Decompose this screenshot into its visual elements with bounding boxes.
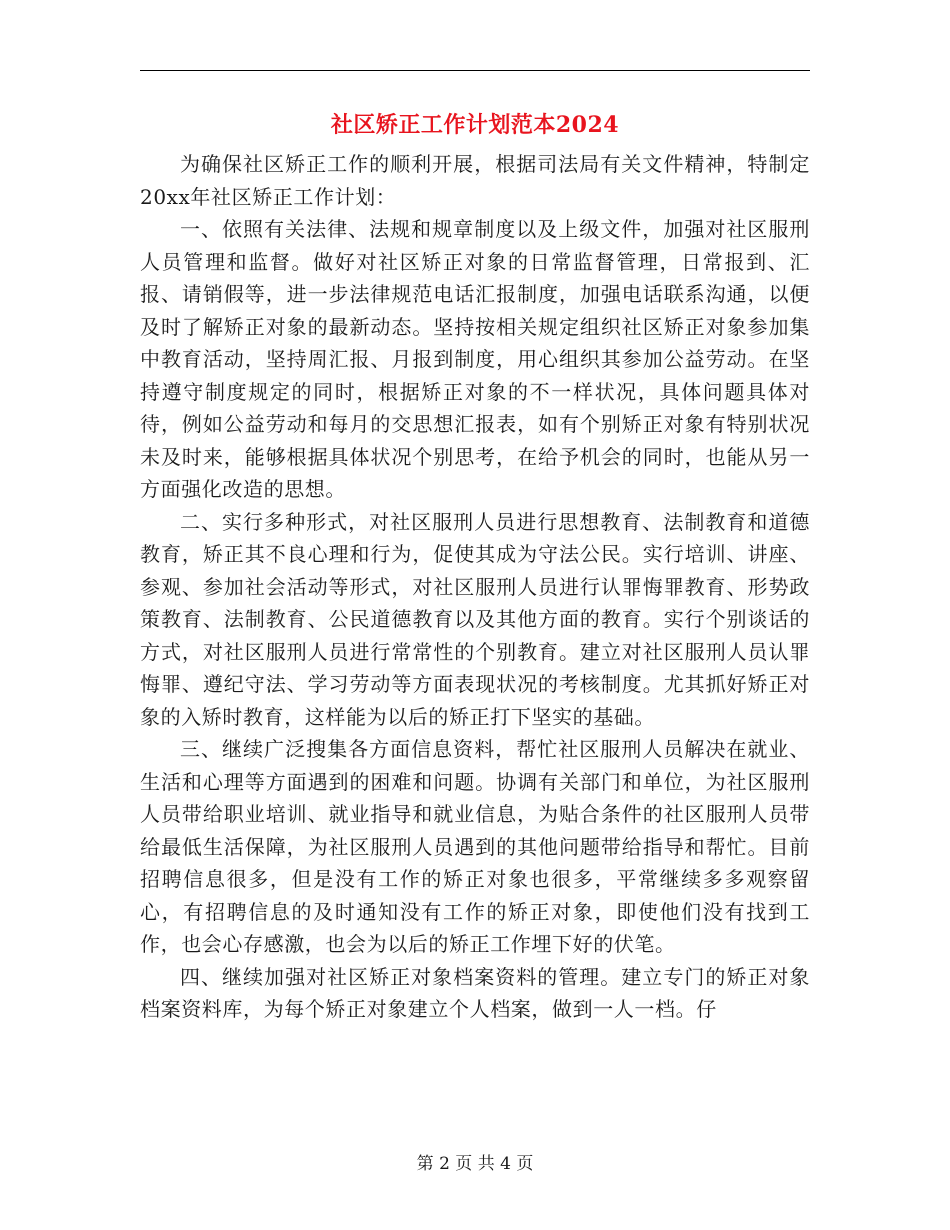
paragraph-intro: 为确保社区矫正工作的顺利开展，根据司法局有关文件精神，特制定20xx年社区矫正工作计划：: [140, 152, 810, 209]
document-body: [140, 148, 810, 1026]
paragraph-2: 二、实行多种形式，对社区服刑人员进行思想教育、法制教育和道德教育，矫正其不良心理和行为，促使其成为守法公民。实行培训、讲座、参观、参加社会活动等形式，对社区服刑人员进行认罪悔罪教育、形势政策教育、法制教育、公民道德教育以及其他方面的教育。实行个别谈话的方式，对社区服刑人员进行常常性的个别教育。建立对社区服刑人员认罪悔罪、遵纪守法、学习劳动等方面表现状况的考核制度。尤其抓好矫正对象的入矫时教育，这样能为以后的矫正打下坚实的基础。: [140, 509, 810, 729]
paragraph-1: 一、依照有关法律、法规和规章制度以及上级文件，加强对社区服刑人员管理和监督。做好对社区矫正对象的日常监督管理，日常报到、汇报、请销假等，进一步法律规范电话汇报制度，加强电话联系沟通，以便及时了解矫正对象的最新动态。坚持按相关规定组织社区矫正对象参加集中教育活动，坚持周汇报、月报到制度，用心组织其参加公益劳动。在坚持遵守制度规定的同时，根据矫正对象的不一样状况，具体问题具体对待，例如公益劳动和每月的交思想汇报表，如有个别矫正对象有特别状况未及时来，能够根据具体状况个别思考，在给予机会的同时，也能从另一方面强化改造的思想。: [140, 217, 810, 501]
header-rule: [140, 70, 810, 71]
paragraph-4: 四、继续加强对社区矫正对象档案资料的管理。建立专门的矫正对象档案资料库，为每个矫正对象建立个人档案，做到一人一档。仔: [140, 964, 810, 1021]
page-footer: 第 2 页 共 4 页: [416, 1154, 534, 1174]
document-title: 社区矫正工作计划范本2024: [330, 112, 620, 138]
paragraph-3: 三、继续广泛搜集各方面信息资料，帮忙社区服刑人员解决在就业、生活和心理等方面遇到的困难和问题。协调有关部门和单位，为社区服刑人员带给职业培训、就业指导和就业信息，为贴合条件的社区服刑人员带给最低生活保障，为社区服刑人员遇到的其他问题带给指导和帮忙。目前招聘信息很多，但是没有工作的矫正对象也很多，平常继续多多观察留心，有招聘信息的及时通知没有工作的矫正对象，即使他们没有找到工作，也会心存感激，也会为以后的矫正工作埋下好的伏笔。: [140, 737, 810, 956]
